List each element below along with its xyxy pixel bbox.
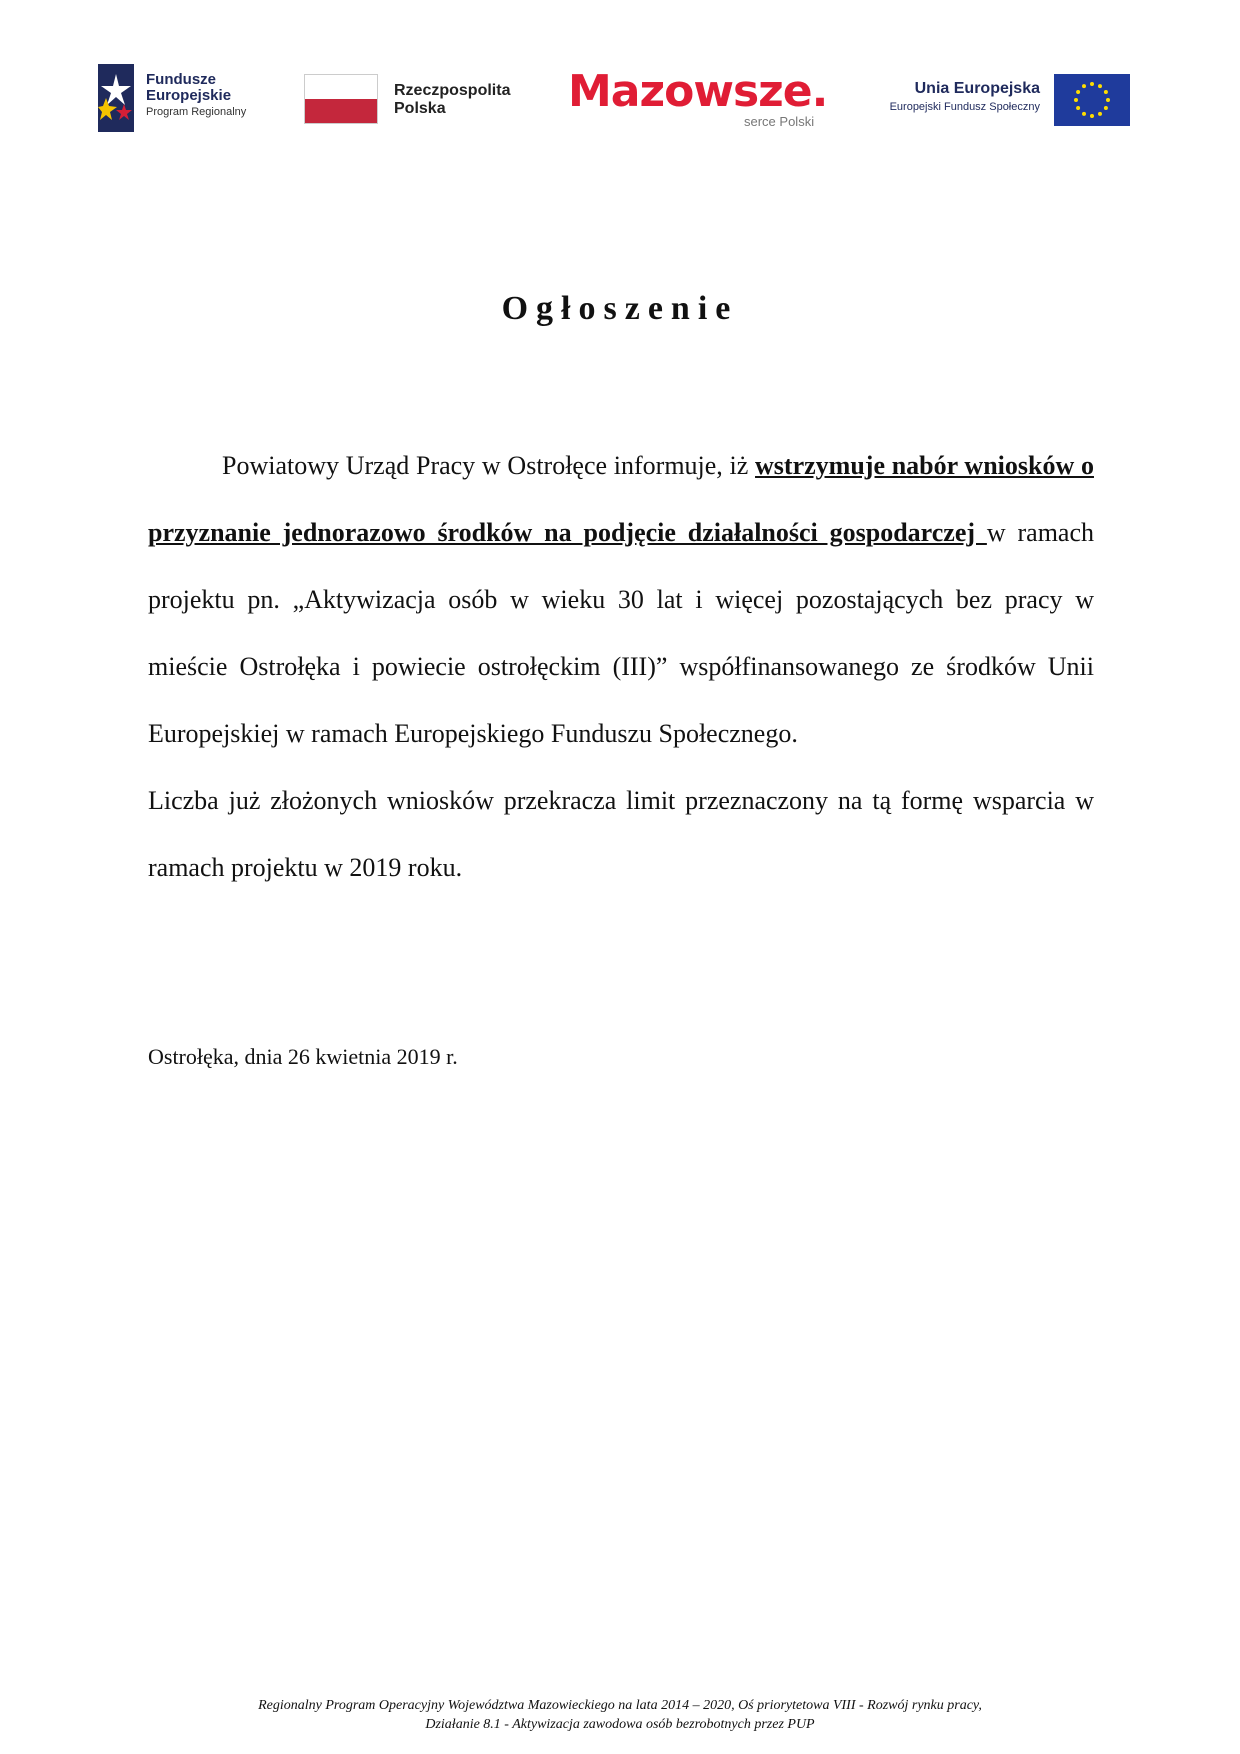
fe-line3: Program Regionalny [146, 106, 247, 118]
footer-line2: Działanie 8.1 - Aktywizacja zawodowa osób bezrobotnych przez PUP [425, 1717, 815, 1732]
document-body [148, 432, 1094, 901]
mazowsze-wordmark: Mazowsze. [568, 66, 828, 117]
paragraph-announcement [148, 432, 1094, 767]
p1-rest: w ramach projektu pn. „Aktywizacja osób w wieku 30 lat i więcej pozostających bez pracy w mieście Ostrołęka i powiecie ostrołęckim (III)” współfinansowanego ze środków Unii Europejskiej w ramach Europejskiego Funduszu Społecznego. [148, 518, 1095, 748]
date-line: Ostrołęka, dnia 26 kwietnia 2019 r. [148, 1044, 458, 1069]
rzeczpospolita-polska-logo [304, 60, 524, 140]
rp-line2: Polska [394, 100, 446, 117]
footer-line1: Regionalny Program Operacyjny Województwa Mazowieckiego na lata 2014 – 2020, Oś priorytetowa VIII - Rozwój rynku pracy, [258, 1698, 982, 1713]
p1-intro: Powiatowy Urząd Pracy w Ostrołęce informuje, iż [222, 451, 756, 480]
logo-bar [0, 60, 1240, 140]
eu-flag-icon [1054, 74, 1130, 126]
fe-star-icon [98, 64, 134, 132]
mazowsze-tagline: serce Polski [744, 114, 815, 129]
mazowsze-logo [568, 60, 838, 140]
fe-line2: Europejskie [146, 87, 232, 104]
paragraph-limit: Liczba już złożonych wniosków przekracza limit przeznaczony na tą formę wsparcia w ramach projektu w 2019 roku. [148, 786, 1094, 882]
ue-text [876, 80, 1040, 116]
p1-highlight: wstrzymuje nabór wniosków o przyznanie jednorazowo środków na podjęcie działalności gospodarczej [148, 451, 1094, 547]
rp-text [394, 82, 510, 118]
document-title: Ogłoszenie [501, 290, 739, 327]
rp-line1: Rzeczpospolita [394, 82, 511, 99]
ue-line1: Unia Europejska [914, 80, 1040, 97]
fundusze-europejskie-logo [98, 60, 288, 140]
polish-flag-icon [304, 74, 378, 124]
ue-line2: Europejski Fundusz Społeczny [889, 101, 1040, 113]
unia-europejska-logo [876, 60, 1136, 140]
footer [0, 1696, 1240, 1734]
fe-text [146, 72, 246, 120]
fe-line1: Fundusze [146, 71, 216, 88]
